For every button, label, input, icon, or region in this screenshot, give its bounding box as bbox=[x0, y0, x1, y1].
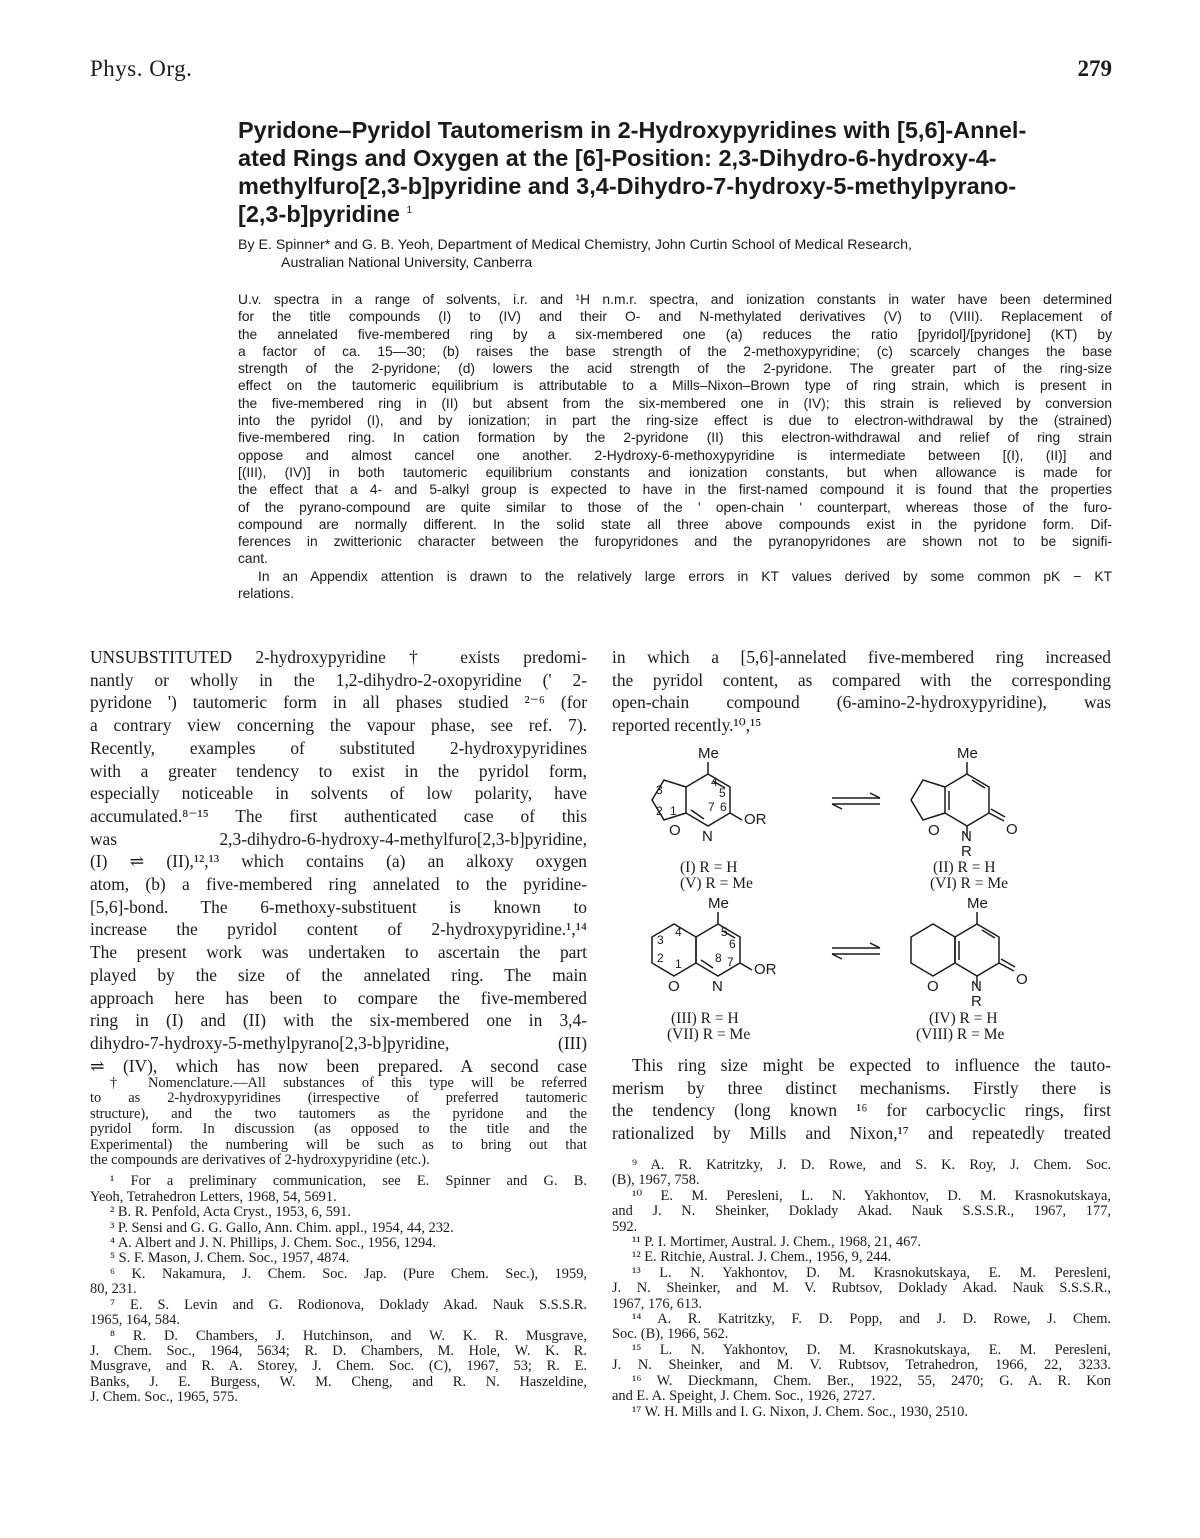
ring-number: 2 bbox=[656, 804, 663, 818]
byline-affiliation: Australian National University, Canberra bbox=[281, 255, 533, 271]
ring-number: 5 bbox=[721, 925, 728, 939]
body-line: in which a [5,6]-annelated five-membered ring increased bbox=[612, 647, 1111, 667]
structure-furo-pyridone bbox=[911, 762, 1005, 838]
abstract-line: of the pyrano-compound are quite similar to those of the ' open-chain ' counterpart, whereas those of the furo- bbox=[238, 499, 1112, 515]
reference-line: ⁶ K. Nakamura, J. Chem. Soc. Jap. (Pure Chem. Sec.), 1959, bbox=[110, 1265, 587, 1282]
methyl-label: Me bbox=[698, 745, 719, 762]
byline bbox=[238, 236, 1118, 272]
footnote-line: structure), and the two tautomers as the pyridone and the bbox=[90, 1105, 587, 1122]
body-line: pyridone ') tautomeric form in all phases studied ²⁻⁶ (for bbox=[90, 692, 587, 713]
caption-II: (II) R = H bbox=[933, 859, 996, 876]
body-right-column-bottom bbox=[612, 1054, 1111, 1145]
ring-number: 7 bbox=[727, 955, 734, 969]
ring-number: 6 bbox=[729, 937, 736, 951]
ring-number: 3 bbox=[657, 933, 664, 947]
tautomer-structures bbox=[612, 740, 1112, 1050]
abstract-line: the five-membered ring in (II) but absent from the six-membered one in (IV); this strain is relieved by conversion bbox=[238, 395, 1112, 411]
reference-line: ³ P. Sensi and G. G. Gallo, Ann. Chim. appl., 1954, 44, 232. bbox=[110, 1219, 454, 1236]
byline-authors: By E. Spinner* and G. B. Yeoh, Department of Medical Chemistry, John Curtin School of Medical Research, bbox=[238, 237, 912, 253]
o-label: O bbox=[668, 978, 680, 995]
title-line: Pyridone–Pyridol Tautomerism in 2-Hydroxypyridines with [5,6]-Annel- bbox=[238, 117, 1027, 143]
reference-line: J. N. Sheinker, and M. V. Rubtsov, Tetrahedron, 1966, 22, 3233. bbox=[612, 1357, 1111, 1374]
reference-line: ¹⁰ E. M. Peresleni, L. N. Yakhontov, D. M. Krasnokutskaya, bbox=[632, 1187, 1111, 1204]
body-line: rationalized by Mills and Nixon,¹⁷ and repeatedly treated bbox=[612, 1123, 1111, 1144]
structure-furo-pyridol bbox=[652, 762, 742, 826]
reference-line: 592. bbox=[612, 1218, 638, 1235]
equilibrium-arrow bbox=[832, 943, 880, 959]
r-label: R bbox=[971, 993, 982, 1010]
body-line: especially noticeable in solvents of low polarity, have bbox=[90, 783, 587, 804]
reference-line: ⁵ S. F. Mason, J. Chem. Soc., 1957, 4874. bbox=[110, 1250, 350, 1267]
reference-line: J. Chem. Soc., 1964, 5634; R. D. Chambers, M. Hole, W. K. R. bbox=[90, 1342, 587, 1359]
body-line: the pyridol content, as compared with the corresponding bbox=[612, 669, 1111, 690]
body-line: open-chain compound (6-amino-2-hydroxypyridine), was bbox=[612, 692, 1111, 713]
carbonyl-o-label: O bbox=[1016, 971, 1028, 988]
or-label: OR bbox=[754, 961, 777, 978]
reference-line: ⁷ E. S. Levin and G. Rodionova, Doklady Akad. Nauk S.S.S.R. bbox=[110, 1296, 587, 1313]
abstract-appendix-line: In an Appendix attention is drawn to the relatively large errors in KT values derived by some common pK − KT bbox=[258, 568, 1112, 584]
equilibrium-arrow bbox=[832, 793, 880, 809]
body-line: ring in (I) and (II) with the six-membered one in 3,4- bbox=[90, 1010, 587, 1031]
title-line: ated Rings and Oxygen at the [6]-Position: 2,3-Dihydro-6-hydroxy-4- bbox=[238, 145, 997, 171]
reference-line: and J. N. Sheinker, Doklady Akad. Nauk S.S.S.R., 1967, 177, bbox=[612, 1203, 1111, 1220]
reference-line: Banks, J. E. Burgess, W. M. Cheng, and R. N. Haszeldine, bbox=[90, 1373, 587, 1390]
abstract-line: [(III), (IV)] in both tautomeric equilibrium constants and ionization constants, but when allowance is made for bbox=[238, 464, 1112, 480]
reference-line: ⁸ R. D. Chambers, J. Hutchinson, and W. K. R. Musgrave, bbox=[110, 1327, 587, 1344]
abstract-line: relations. bbox=[238, 586, 294, 602]
reference-line: J. Chem. Soc., 1965, 575. bbox=[90, 1389, 238, 1406]
body-line: (I) ⇌ (II),¹²,¹³ which contains (a) an alkoxy oxygen bbox=[90, 851, 587, 872]
body-line: played by the size of the annelated ring. The main bbox=[90, 964, 587, 985]
reference-line: ¹⁴ A. R. Katritzky, F. D. Popp, and J. D. Rowe, J. Chem. bbox=[632, 1311, 1111, 1328]
reference-line: ¹¹ P. I. Mortimer, Austral. J. Chem., 1968, 21, 467. bbox=[632, 1234, 922, 1251]
ring-number: 8 bbox=[715, 951, 722, 965]
reference-line: ¹ For a preliminary communication, see E. Spinner and G. B. bbox=[110, 1173, 587, 1190]
or-label: OR bbox=[744, 811, 767, 828]
body-line: The present work was undertaken to ascertain the part bbox=[90, 942, 587, 963]
reference-line: (B), 1967, 758. bbox=[612, 1172, 700, 1189]
abstract-line: the annelated five-membered ring by a six-membered one (a) reduces the ratio [pyridol]/[pyridone] (KT) by bbox=[238, 326, 1112, 342]
methyl-label: Me bbox=[967, 895, 988, 912]
reference-line: Soc. (B), 1966, 562. bbox=[612, 1326, 729, 1343]
reference-line: 1965, 164, 584. bbox=[90, 1312, 180, 1329]
body-left-column bbox=[90, 646, 587, 1077]
body-line: [5,6]-bond. The 6-methoxy-substituent is known to bbox=[90, 896, 587, 917]
reference-line: J. N. Sheinker, and M. V. Rubtsov, Doklady Akad. Nauk S.S.S.R., bbox=[612, 1280, 1111, 1297]
caption-VII: (VII) R = Me bbox=[667, 1026, 751, 1043]
body-line: nantly or wholly in the 1,2-dihydro-2-oxopyridine (' 2- bbox=[90, 669, 587, 690]
abstract-line: U.v. spectra in a range of solvents, i.r. and ¹H n.m.r. spectra, and ionization constants in water have been determined bbox=[238, 292, 1112, 307]
title-line: methylfuro[2,3-b]pyridine and 3,4-Dihydro-7-hydroxy-5-methylpyrano- bbox=[238, 173, 1017, 199]
structure-pyrano-pyridone bbox=[911, 912, 1015, 988]
reference-line: 1967, 176, 613. bbox=[612, 1295, 702, 1312]
body-line: the tendency (long known ¹⁶ for carbocyclic rings, first bbox=[612, 1100, 1111, 1121]
n-label: N bbox=[961, 828, 972, 845]
body-line: with a greater tendency to exist in the pyridol form, bbox=[90, 760, 587, 781]
body-line: Recently, examples of substituted 2-hydroxypyridines bbox=[90, 737, 587, 758]
references-right bbox=[612, 1158, 1111, 1420]
journal-section: Phys. Org. bbox=[90, 56, 193, 81]
abstract-line: the effect that a 4- and 5-alkyl group is expected to have in the first-named compound it is found that the properties bbox=[238, 482, 1112, 498]
reference-line: Musgrave, and R. A. Storey, J. Chem. Soc. (C), 1967, 53; R. E. bbox=[90, 1358, 587, 1375]
abstract-line: oppose and almost cancel one another. 2-Hydroxy-6-methoxypyridine is intermediate between [(I), (II)] and bbox=[238, 447, 1112, 463]
ring-number: 4 bbox=[711, 775, 718, 789]
ring-number: 6 bbox=[720, 800, 727, 814]
body-line: approach here has been to compare the five-membered bbox=[90, 987, 587, 1008]
carbonyl-o-label: O bbox=[1006, 821, 1018, 838]
ring-number: 1 bbox=[670, 804, 677, 818]
reference-line: Yeoh, Tetrahedron Letters, 1968, 54, 5691. bbox=[90, 1188, 337, 1205]
reference-line: ¹² E. Ritchie, Austral. J. Chem., 1956, 9, 244. bbox=[632, 1249, 892, 1266]
abstract-line: strength of the 2-pyridone; (d) lowers the acid strength of the 2-pyridone. The greater part of the ring-size bbox=[238, 361, 1112, 377]
abstract-line: a factor of ca. 15—30; (b) raises the base strength of the 2-methoxypyridine; (c) scarcely changes the base bbox=[238, 343, 1112, 359]
ring-number: 5 bbox=[719, 786, 726, 800]
reference-line: ⁴ A. Albert and J. N. Phillips, J. Chem. Soc., 1956, 1294. bbox=[110, 1235, 437, 1252]
abstract-line: five-membered ring. In cation formation by the 2-pyridone (II) this electron-withdrawal and relief of ring strain bbox=[238, 430, 1112, 446]
n-label: N bbox=[971, 978, 982, 995]
body-right-column-top bbox=[612, 646, 1111, 737]
footnote-line: pyridol form. In discussion (as opposed to the title and the bbox=[90, 1121, 587, 1138]
reference-line: ¹⁵ L. N. Yakhontov, D. M. Krasnokutskaya, E. M. Peresleni, bbox=[632, 1341, 1111, 1358]
body-line: ⇌ (IV), which has now been prepared. A second case bbox=[90, 1055, 587, 1076]
body-line: accumulated.⁸⁻¹⁵ The first authenticated case of this bbox=[90, 805, 587, 826]
body-line: UNSUBSTITUTED 2-hydroxypyridine † exists predomi- bbox=[90, 647, 587, 667]
footnote-line: the compounds are derivatives of 2-hydroxypyridine (etc.). bbox=[90, 1152, 430, 1169]
ring-number: 1 bbox=[675, 957, 682, 971]
ring-number: 3 bbox=[656, 783, 663, 797]
body-line: a contrary view concerning the vapour phase, see ref. 7). bbox=[90, 715, 587, 736]
abstract-line: ferences in zwitterionic character between the furopyridones and the pyranopyridones are shown not to be signifi- bbox=[238, 534, 1112, 550]
reference-line: ¹³ L. N. Yakhontov, D. M. Krasnokutskaya, E. M. Peresleni, bbox=[632, 1264, 1111, 1281]
title-line: [2,3-b]pyridine $^1$ bbox=[238, 201, 413, 227]
methyl-label: Me bbox=[708, 895, 729, 912]
footnote-line: to as 2-hydroxypyridines (irrespective of preferred tautomeric bbox=[90, 1090, 587, 1107]
reference-line: ² B. R. Penfold, Acta Cryst., 1953, 6, 591. bbox=[110, 1204, 351, 1221]
caption-V: (V) R = Me bbox=[680, 875, 753, 892]
article-title bbox=[238, 116, 1118, 228]
caption-IV: (IV) R = H bbox=[929, 1010, 998, 1027]
o-label: O bbox=[928, 822, 940, 839]
body-line: This ring size might be expected to influence the tauto- bbox=[632, 1055, 1111, 1075]
methyl-label: Me bbox=[957, 745, 978, 762]
ring-number: 7 bbox=[708, 800, 715, 814]
reference-line: ¹⁷ W. H. Mills and I. G. Nixon, J. Chem. Soc., 1930, 2510. bbox=[632, 1403, 968, 1420]
footnote-line: † Nomenclature.—All substances of this type will be referred bbox=[110, 1075, 587, 1091]
caption-III: (III) R = H bbox=[671, 1010, 739, 1027]
body-line: increase the pyridol content of 2-hydroxypyridine.¹,¹⁴ bbox=[90, 919, 587, 940]
caption-VI: (VI) R = Me bbox=[930, 875, 1009, 892]
body-line: reported recently.¹⁰,¹⁵ bbox=[612, 715, 762, 736]
n-label: N bbox=[712, 978, 723, 995]
footnotes-left bbox=[90, 1076, 587, 1406]
ring-number: 4 bbox=[675, 925, 682, 939]
body-line: merism by three distinct mechanisms. Firstly there is bbox=[612, 1077, 1111, 1098]
body-line: was 2,3-dihydro-6-hydroxy-4-methylfuro[2,3-b]pyridine, bbox=[90, 828, 587, 849]
abstract bbox=[238, 291, 1112, 602]
reference-line: ¹⁶ W. Dieckmann, Chem. Ber., 1922, 55, 2470; G. A. R. Kon bbox=[632, 1372, 1111, 1389]
abstract-line: into the pyridol (I), and by ionization; in part the ring-size effect is due to electron-withdrawal by the (strained) bbox=[238, 413, 1112, 429]
n-label: N bbox=[702, 828, 713, 845]
footnote-line: Experimental) the numbering will be such as to bring out that bbox=[90, 1136, 587, 1153]
abstract-line: compound are normally different. In the solid state all three above compounds exist in the pyridone form. Dif- bbox=[238, 516, 1112, 532]
body-line: atom, (b) a five-membered ring annelated to the pyridine- bbox=[90, 874, 587, 895]
reference-line: 80, 231. bbox=[90, 1281, 137, 1298]
reference-line: and E. A. Speight, J. Chem. Soc., 1926, 2727. bbox=[612, 1388, 876, 1405]
r-label: R bbox=[961, 843, 972, 860]
title-ref: 1 bbox=[406, 205, 413, 217]
caption-VIII: (VIII) R = Me bbox=[916, 1026, 1005, 1043]
abstract-line: effect on the tautomeric equilibrium is attributable to a Mills–Nixon–Brown type of ring strain, which is present in bbox=[238, 378, 1112, 394]
o-label: O bbox=[927, 978, 939, 995]
ring-number: 2 bbox=[657, 951, 664, 965]
caption-I: (I) R = H bbox=[680, 859, 738, 876]
page-number: 279 bbox=[1077, 56, 1112, 81]
reference-line: ⁹ A. R. Katritzky, J. D. Rowe, and S. K. Roy, J. Chem. Soc. bbox=[632, 1157, 1111, 1173]
abstract-line: cant. bbox=[238, 551, 268, 567]
structure-pyrano-pyridol bbox=[652, 912, 752, 976]
abstract-line: for the title compounds (I) to (IV) and their O- and N-methylated derivatives (V) to (VIII). Replacement of bbox=[238, 309, 1112, 325]
o-label: O bbox=[669, 822, 681, 839]
body-line: dihydro-7-hydroxy-5-methylpyrano[2,3-b]pyridine, (III) bbox=[90, 1032, 587, 1053]
